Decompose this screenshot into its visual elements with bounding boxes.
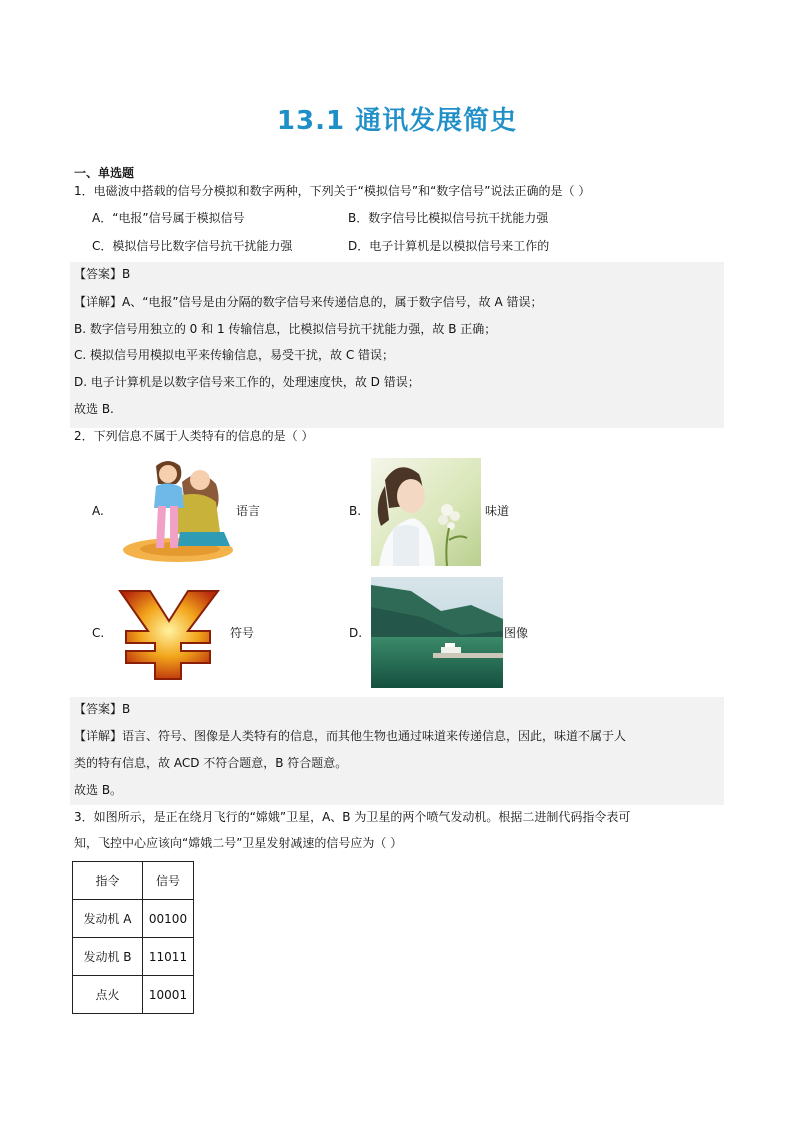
q2-stem: 2．下列信息不属于人类特有的信息的是（ ） — [74, 429, 314, 443]
q1-detail-4: D. 电子计算机是以数字信号来工作的，处理速度快，故 D 错误； — [74, 375, 420, 389]
q2-detail-3: 故选 B。 — [74, 783, 123, 797]
q2-option-d-text: 图像 — [504, 626, 529, 640]
q2-answer-block — [70, 697, 724, 805]
table-row — [73, 938, 194, 976]
q2-option-d-letter: D. — [349, 626, 363, 640]
q1-option-a: A．“电报”信号属于模拟信号 — [92, 211, 245, 225]
q1-detail-1: 【详解】A、“电报”信号是由分隔的数字信号来传递信息的，属于数字信号，故 A 错误； — [74, 295, 543, 309]
section-heading: 一、单选题 — [74, 166, 135, 180]
q2-option-a-letter: A. — [92, 504, 104, 518]
table-row — [73, 976, 194, 1014]
q2-option-c-letter: C. — [92, 626, 105, 640]
q1-option-b: B．数字信号比模拟信号抗干扰能力强 — [348, 211, 549, 225]
q2-answer: 【答案】B — [74, 702, 131, 716]
q1-detail-5: 故选 B. — [74, 402, 114, 416]
q2-image-lake-landscape — [371, 577, 503, 688]
q2-detail-1: 【详解】语言、符号、图像是人类特有的信息，而其他生物也通过味道来传递信息，因此，味道不属于人 — [74, 729, 627, 743]
q2-image-talking-people — [120, 452, 235, 564]
q1-answer: 【答案】B — [74, 267, 131, 281]
q1-stem: 1．电磁波中搭载的信号分模拟和数字两种，下列关于“模拟信号”和“数字信号”说法正确的是（ ） — [74, 184, 591, 198]
q3-stem-line-1: 3．如图所示，是正在绕月飞行的“嫦娥”卫星，A、B 为卫星的两个喷气发动机。根据二进制代码指令表可 — [74, 810, 631, 824]
q2-option-b-letter: B. — [349, 504, 362, 518]
table-header-row — [73, 862, 194, 900]
q2-option-a-text: 语言 — [236, 504, 261, 518]
signal-code-table — [72, 861, 194, 1014]
page-title: 13.1 通讯发展简史 — [276, 106, 518, 136]
table-cell: 11011 — [143, 938, 194, 976]
q1-option-c: C．模拟信号比数字信号抗干扰能力强 — [92, 239, 293, 253]
table-cell: 点火 — [73, 976, 143, 1014]
table-cell: 00100 — [143, 900, 194, 938]
table-cell: 发动机 A — [73, 900, 143, 938]
q2-image-girl-smelling-flower — [371, 458, 481, 566]
q1-detail-2: B. 数字信号用独立的 0 和 1 传输信息，比模拟信号抗干扰能力强，故 B 正确； — [74, 322, 497, 336]
q2-detail-2: 类的特有信息，故 ACD 不符合题意，B 符合题意。 — [74, 756, 348, 770]
table-header-cell: 信号 — [143, 862, 194, 900]
q2-image-yuan-symbol — [114, 587, 224, 683]
table-cell: 发动机 B — [73, 938, 143, 976]
q1-option-d: D．电子计算机是以模拟信号来工作的 — [348, 239, 550, 253]
q2-option-c-text: 符号 — [230, 626, 255, 640]
table-cell: 10001 — [143, 976, 194, 1014]
q3-stem-line-2: 知，飞控中心应该向“嫦娥二号”卫星发射减速的信号应为（ ） — [74, 836, 403, 850]
q1-detail-3: C. 模拟信号用模拟电平来传输信息，易受干扰，故 C 错误； — [74, 348, 395, 362]
table-row — [73, 900, 194, 938]
q1-answer-block — [70, 262, 724, 428]
table-header-cell: 指令 — [73, 862, 143, 900]
q2-option-b-text: 味道 — [485, 504, 510, 518]
